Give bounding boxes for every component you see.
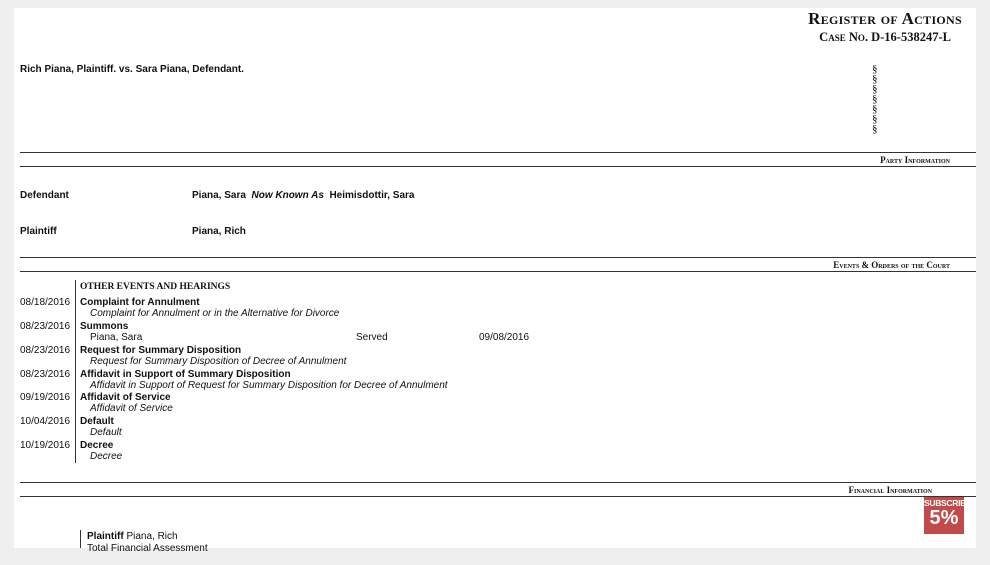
event-name: Decree	[80, 440, 114, 451]
divider	[20, 496, 976, 497]
divider	[20, 257, 976, 258]
aka-name: Heimisdottir, Sara	[329, 190, 415, 201]
section-symbol: §	[872, 93, 878, 105]
party-role-defendant: Defendant	[20, 190, 69, 201]
case-caption: Rich Piana, Plaintiff. vs. Sara Piana, Defendant.	[20, 64, 244, 75]
events-orders-heading: Events & Orders of the Court	[833, 260, 950, 270]
event-date: 09/19/2016	[20, 392, 71, 403]
event-description: Decree	[90, 451, 123, 462]
service-status: Served	[356, 332, 388, 343]
event-description: Default	[90, 427, 122, 438]
section-symbol: §	[872, 83, 878, 95]
events-subheading: OTHER EVENTS AND HEARINGS	[80, 282, 231, 292]
party-role-plaintiff: Plaintiff	[20, 226, 57, 237]
section-symbol: §	[872, 73, 878, 85]
event-date: 10/04/2016	[20, 416, 71, 427]
document-title-block	[808, 9, 962, 45]
event-date: 08/23/2016	[20, 345, 71, 356]
badge-logo-text: 5%	[929, 507, 959, 529]
event-name: Complaint for Annulment	[80, 297, 200, 308]
subscribe-label: SUBSCRIBE	[924, 498, 972, 508]
event-name: Request for Summary Disposition	[80, 345, 242, 356]
events-bracket-line	[75, 280, 76, 463]
financial-cut-line: Total Financial Assessment	[87, 543, 208, 554]
financial-party	[87, 531, 178, 542]
aka-label: Now Known As	[251, 190, 324, 201]
section-symbol: §	[872, 113, 878, 125]
event-description: Affidavit of Service	[90, 403, 173, 414]
party-name-plaintiff: Piana, Rich	[192, 226, 246, 237]
party-name-defendant	[192, 190, 414, 201]
financial-information-heading: Financial Information	[848, 485, 932, 495]
served-party: Piana, Sara	[90, 332, 143, 343]
party-information-heading: Party Information	[880, 155, 950, 165]
event-description: Request for Summary Disposition of Decree of Annulment	[90, 356, 347, 367]
event-description: Complaint for Annulment or in the Alternative for Divorce	[90, 308, 340, 319]
party-name: Piana, Sara	[192, 190, 246, 201]
document-title: Register of Actions	[808, 9, 962, 28]
register-of-actions-page	[14, 8, 976, 554]
event-description: Affidavit in Support of Request for Summary Disposition for Decree of Annulment	[90, 380, 448, 391]
section-symbols	[872, 64, 882, 134]
financial-bracket-line	[80, 530, 81, 548]
divider	[20, 166, 976, 167]
event-date: 10/19/2016	[20, 440, 71, 451]
financial-party-name: Piana, Rich	[126, 531, 178, 542]
event-name: Summons	[80, 321, 129, 332]
section-symbol: §	[872, 123, 878, 135]
event-name: Default	[80, 416, 114, 427]
divider	[20, 152, 976, 153]
divider	[20, 271, 976, 272]
section-symbol: §	[872, 63, 878, 75]
event-name: Affidavit in Support of Summary Disposition	[80, 369, 291, 380]
subscribe-badge[interactable]	[924, 497, 972, 534]
event-name: Affidavit of Service	[80, 392, 171, 403]
financial-party-role: Plaintiff	[87, 531, 124, 542]
service-date: 09/08/2016	[479, 332, 530, 343]
case-number: Case No. D-16-538247-L	[819, 30, 951, 44]
event-date: 08/23/2016	[20, 321, 71, 332]
event-date: 08/23/2016	[20, 369, 71, 380]
divider	[20, 482, 976, 483]
event-date: 08/18/2016	[20, 297, 71, 308]
section-symbol: §	[872, 103, 878, 115]
